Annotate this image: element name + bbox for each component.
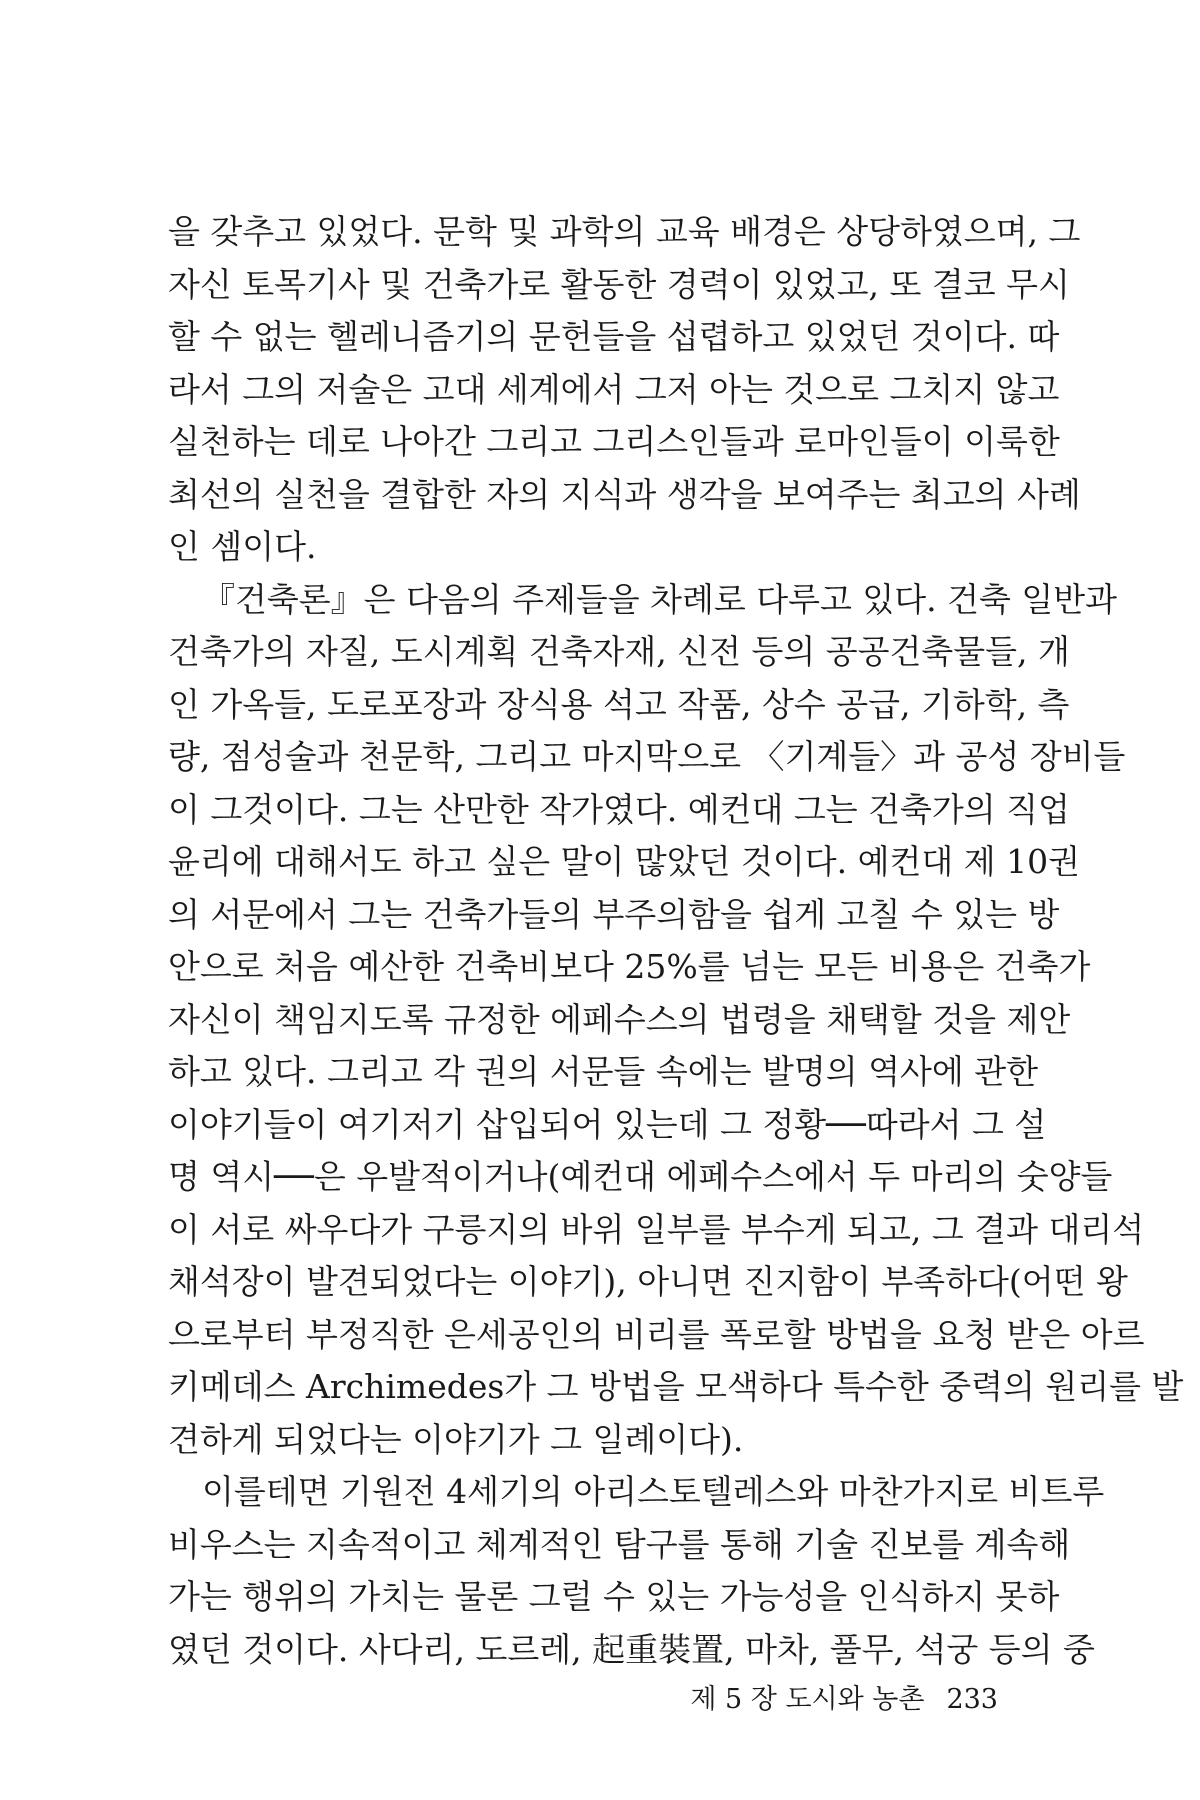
text-line: 최선의 실천을 결합한 자의 지식과 생각을 보여주는 최고의 사례 [168,474,1081,514]
text-line: 명 역시──은 우발적이거나(예컨대 에페수스에서 두 마리의 숫양들 [168,1157,1113,1196]
text-line: 인 가옥들, 도로포장과 장식용 석고 작품, 상수 공급, 기하학, 측 [168,684,1070,724]
text-line: 자신이 책임지도록 규정한 에페수스의 법령을 채택할 것을 제안 [168,999,1071,1039]
text-line: 이 그것이다. 그는 산만한 작가였다. 예컨대 그는 건축가의 직업 [168,789,1070,829]
text-line: 채석장이 발견되었다는 이야기), 아니면 진지함이 부족하다(어떤 왕 [168,1262,1128,1301]
text-line: 였던 것이다. 사다리, 도르레, 起重裝置, 마차, 풀무, 석궁 등의 중 [168,1629,1095,1669]
text-line: 으로부터 부정직한 은세공인의 비리를 폭로할 방법을 요청 받은 아르 [168,1314,1145,1354]
body-text [168,206,1184,1676]
text-line: 실천하는 데로 나아간 그리고 그리스인들과 로마인들이 이룩한 [168,422,1060,461]
text-line: 의 서문에서 그는 건축가들의 부주의함을 쉽게 고칠 수 있는 방 [168,894,1060,934]
text-line: 자신 토목기사 및 건축가로 활동한 경력이 있었고, 또 결코 무시 [168,264,1070,304]
page-number: 233 [946,1684,998,1715]
text-line: 윤리에 대해서도 하고 싶은 말이 많았던 것이다. 예컨대 제 10권 [168,842,1080,881]
text-line: 이를테면 기원전 4세기의 아리스토텔레스와 마찬가지로 비트루 [202,1472,1105,1511]
text-line: 견하게 되었다는 이야기가 그 일례이다). [168,1419,744,1459]
text-line: 할 수 없는 헬레니즘기의 문헌들을 섭렵하고 있었던 것이다. 따 [168,317,1060,356]
text-line: 을 갖추고 있었다. 문학 및 과학의 교육 배경은 상당하였으며, 그 [168,212,1081,251]
text-line: 건축가의 자질, 도시계획 건축자재, 신전 등의 공공건축물들, 개 [168,632,1070,671]
text-line: 『건축론』은 다음의 주제들을 차례로 다루고 있다. 건축 일반과 [202,579,1117,619]
text-line: 안으로 처음 예산한 건축비보다 25%를 넘는 모든 비용은 건축가 [168,947,1091,986]
text-line: 이 서로 싸우다가 구릉지의 바위 일부를 부수게 되고, 그 결과 대리석 [168,1209,1145,1249]
text-line: 가는 행위의 가치는 물론 그럴 수 있는 가능성을 인식하지 못하 [168,1577,1060,1616]
text-line: 라서 그의 저술은 고대 세계에서 그저 아는 것으로 그치지 않고 [168,369,1060,409]
text-line: 이야기들이 여기저기 삽입되어 있는데 그 정황──따라서 그 설 [168,1104,1047,1144]
text-line: 비우스는 지속적이고 체계적인 탐구를 통해 기술 진보를 계속해 [168,1524,1071,1564]
text-line: 키메데스 Archimedes가 그 방법을 모색하다 특수한 중력의 원리를 발 [168,1367,1184,1406]
text-line: 량, 점성술과 천문학, 그리고 마지막으로 〈기계들〉과 공성 장비들 [168,737,1126,776]
text-line: 인 셈이다. [168,527,317,566]
text-line: 하고 있다. 그리고 각 권의 서문들 속에는 발명의 역사에 관한 [168,1052,1038,1091]
page-footer [680,1680,998,1720]
chapter-title: 제 5 장 도시와 농촌 [690,1684,925,1715]
